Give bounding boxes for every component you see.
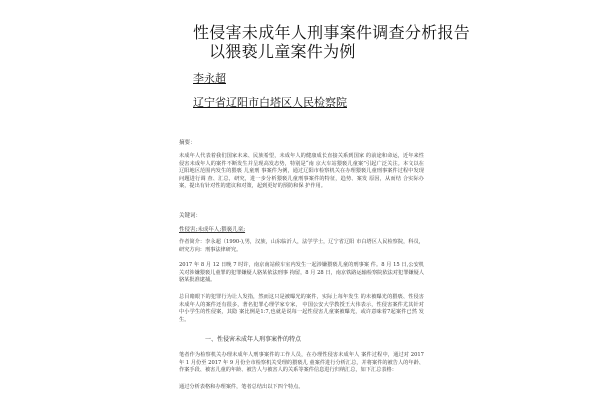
author-intro-paragraph [179, 239, 424, 254]
table-intro-text: 通过分析表格和办理案件，笔者总结出以下四个特点。 [179, 384, 304, 390]
author-affiliation: 辽宁省辽阳市白塔区人民检察院 [193, 96, 347, 109]
abstract-paragraph [179, 153, 424, 191]
case-paragraph [179, 262, 424, 285]
title-line-2: 以猥亵儿童案件为例 [209, 42, 356, 61]
section-heading: 一、性侵害未成年人刑事案件的特点 [205, 336, 302, 343]
table-intro-paragraph [179, 384, 424, 392]
keywords-text: 性侵害;未成年人;猥亵儿童; [179, 227, 246, 233]
abstract-label: 摘要： [179, 140, 196, 146]
context-paragraph [179, 294, 424, 324]
title-line-1: 性侵害未成年人刑事案件调查分析报告 [193, 23, 471, 42]
method-text: 笔者作为检察机关办理未成年人刑事案件的工作人员，在办理性侵害未成年人 案件过程中，通过对 2017 年 1 月份至 2017 年 9 月份全市检察机关受理的猥亵儿 童案件进行分析汇总，并将案件的被告人的年龄、作案手段、被害儿童的年龄、被告人与被害人的关系等案件信息进行归纳汇总，如下汇总表格： [179, 352, 424, 374]
case-text: 2017 年 8 月 12 日晚 7 时许，南京南站候车室内发生一起涉嫌猥亵儿童的刑事案 件。8 月 15 日,公安机关对涉嫌猥亵儿童罪的犯罪嫌疑人骆某依法刑事 拘留，8 月 28 日，南京铁路运输检察院依法对犯罪嫌疑人骆某批准逮捕。 [179, 262, 424, 284]
keywords-label: 关键词： [179, 213, 202, 219]
abstract-text: 未成年人代表着我们国家未来、民族希望，未成年人的健康成长直接关系到国家 的前途和命运，近年来性侵害未成年人的案件不断发生并呈现高发态势，特别是“南 京大车站猥亵儿童案”引起广泛关注。本文以在辽阳地区范围内发生的猥亵 儿童刑 事案件为例，通过辽阳市检察机关在办理猥亵儿童刑事案件过程中发现 问题进行调 查、汇总，研究，进一步分析猥亵儿童刑事案件的特征，趋势、案发 原因，从而结 合实际办案，提出有针对性的建议和对策，起到更好的预防和保 护作用。 [179, 153, 424, 190]
method-paragraph [179, 352, 424, 375]
author-intro-text: 作者简介：李永超（1990-),男，汉族，山东临沂人，法学学士，辽宁省辽阳 市白塔区人民检察院，科员，研究方向：刑事法律研究。 [179, 239, 424, 253]
context-text: 总目睹眼下的犯罪行为让人发指，然而这只是被曝光的案件，实际上每年发生 的未被曝光的猥亵、性侵害未成年人的案件还有很多，著名犯罪心理学家专家， 中国公安大学教授王大伟表示，性侵害案件尤其针对中小学生的性侵案，其隐 案比例是1:7,也就是说每一起性侵害儿童案被曝光，或许意味着7起案件已然 发生。 [179, 294, 424, 323]
author-name: 李永超 [193, 72, 226, 85]
